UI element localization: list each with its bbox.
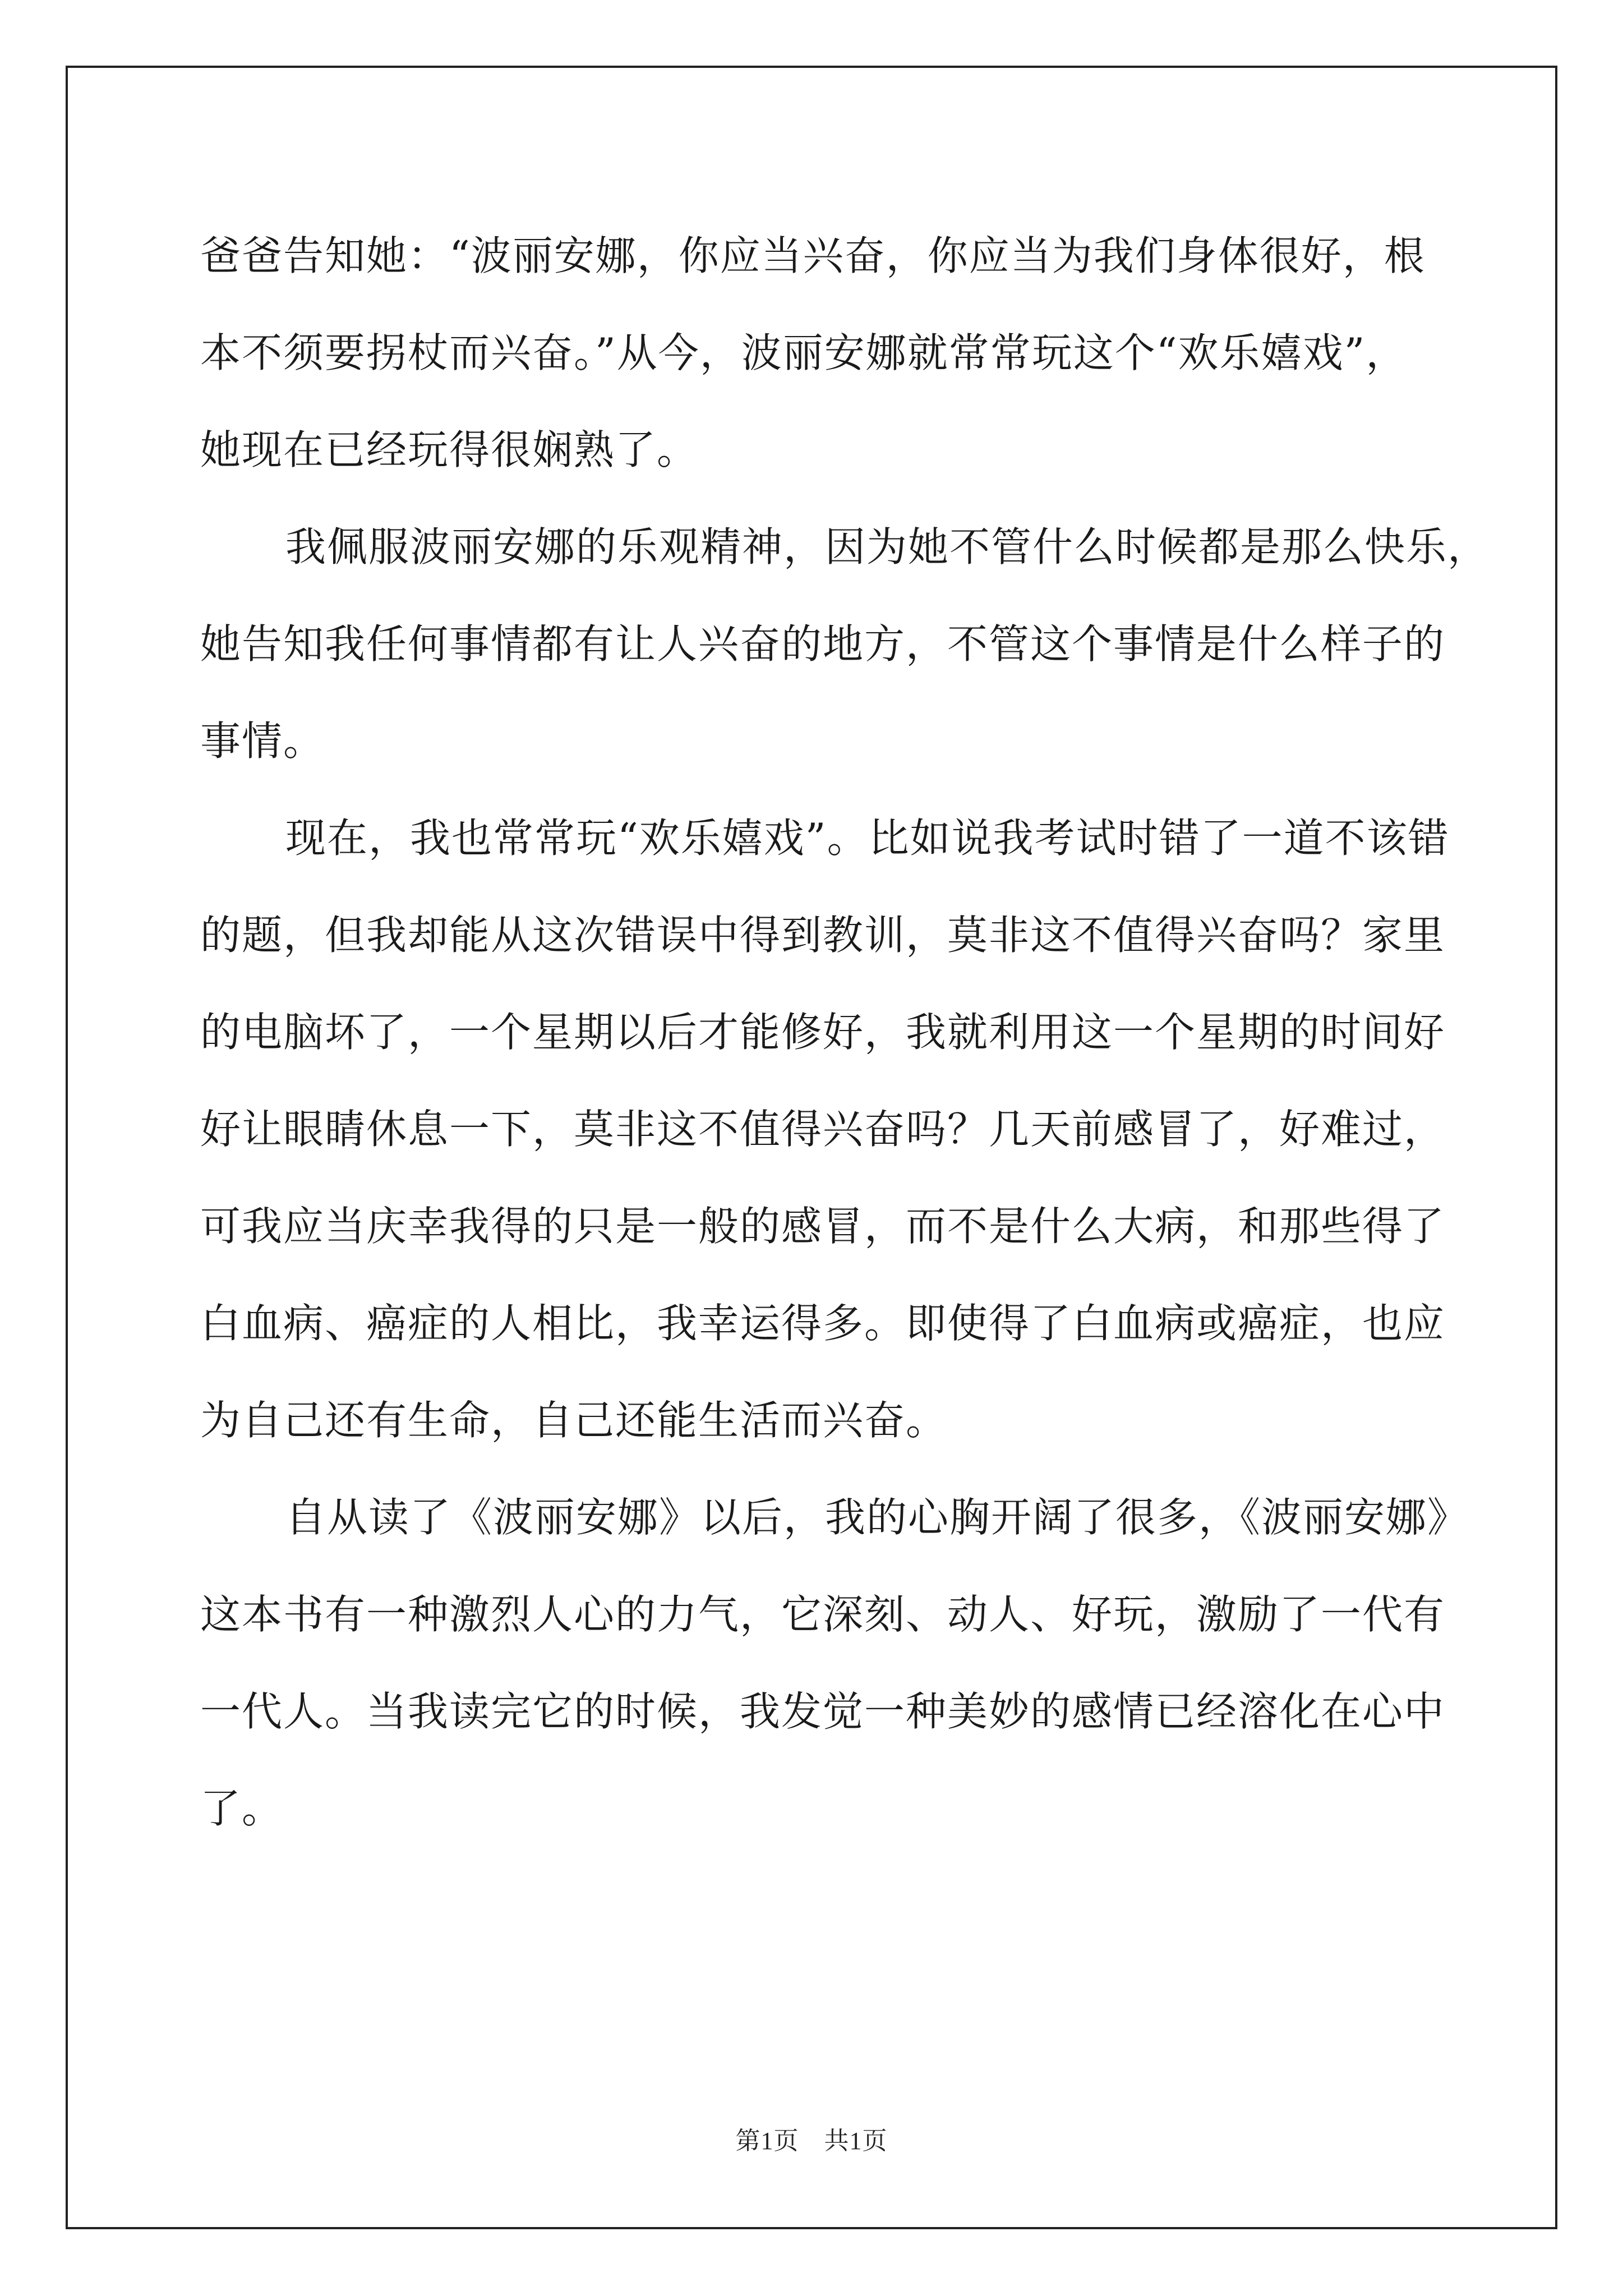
text-line: 爸爸告知她：“波丽安娜，你应当兴奋，你应当为我们身体很好，根	[200, 232, 1426, 279]
text-line: 自从读了《波丽安娜》以后，我的心胸开阔了很多，《波丽安娜》	[285, 1494, 1469, 1541]
text-line: 我佩服波丽安娜的乐观精神，因为她不管什么时候都是那么快乐，	[285, 523, 1490, 570]
text-line: 的题，但我却能从这次错误中得到教训，莫非这不值得兴奋吗？家里	[200, 912, 1446, 959]
text-line: 现在，我也常常玩“欢乐嬉戏”。比如说我考试时错了一道不该错	[285, 815, 1450, 862]
text-line: 事情。	[200, 717, 325, 765]
text-line: 的电脑坏了，一个星期以后才能修好，我就利用这一个星期的时间好	[200, 1009, 1446, 1056]
text-line: 一代人。当我读完它的时候，我发觉一种美妙的感情已经溶化在心中	[200, 1688, 1446, 1735]
paragraph-4	[200, 1469, 1469, 1857]
paragraph-1	[200, 208, 1434, 499]
text-line: 了。	[200, 1785, 284, 1832]
text-line: 为自己还有生命，自己还能生活而兴奋。	[200, 1397, 948, 1444]
text-line: 可我应当庆幸我得的只是一般的感冒，而不是什么大病，和那些得了	[200, 1203, 1446, 1250]
text-line: 本不须要拐杖而兴奋。”从今，波丽安娜就常常玩这个“欢乐嬉戏”，	[200, 329, 1408, 376]
document-body	[200, 208, 1490, 1857]
text-line: 好让眼睛休息一下，莫非这不值得兴奋吗？几天前感冒了，好难过，	[200, 1106, 1446, 1153]
paragraph-2	[200, 499, 1490, 790]
text-line: 她告知我任何事情都有让人兴奋的地方，不管这个事情是什么样子的	[200, 620, 1446, 668]
page-number-footer: 第1页 共1页	[735, 2127, 888, 2155]
text-line: 白血病、癌症的人相比，我幸运得多。即使得了白血病或癌症，也应	[200, 1300, 1446, 1347]
paragraph-3	[200, 790, 1450, 1469]
text-line: 这本书有一种激烈人心的力气，它深刻、动人、好玩，激励了一代有	[200, 1591, 1446, 1638]
text-line: 她现在已经玩得很娴熟了。	[200, 426, 699, 473]
